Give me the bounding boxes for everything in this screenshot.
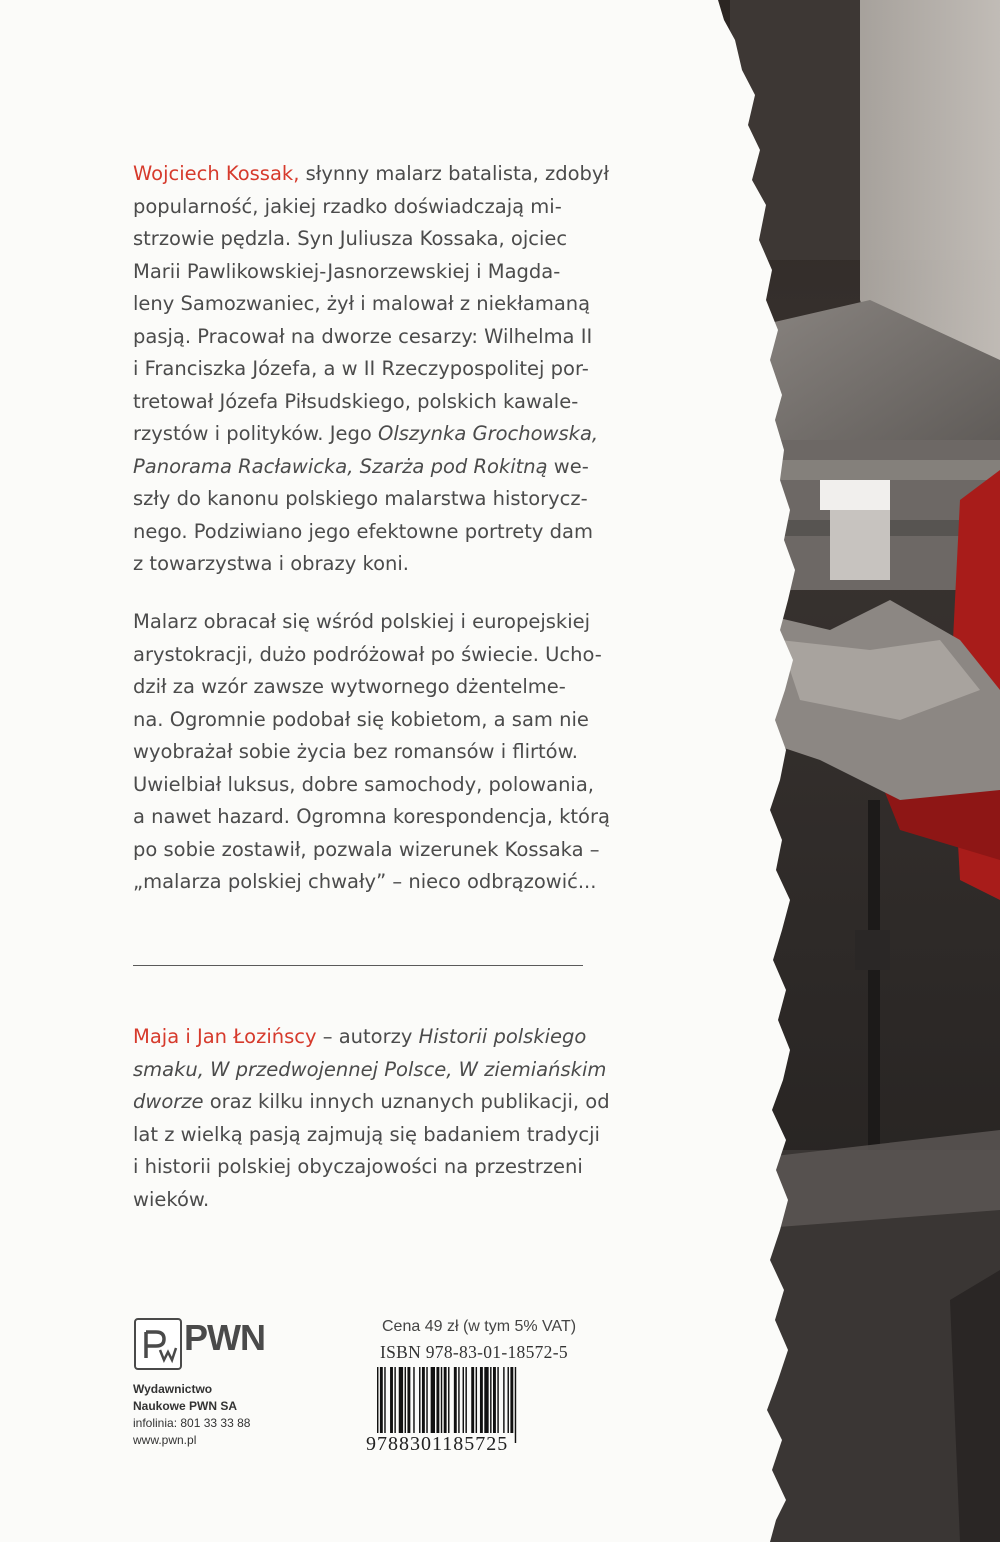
- text-line: [133, 736, 578, 768]
- text-span: Olszynka Grochowska,: [377, 422, 599, 445]
- text-span: po sobie zostawił, pozwala wizerunek Kossaka –: [133, 837, 600, 861]
- barcode-bar: [413, 1367, 414, 1433]
- barcode-bar: [476, 1367, 477, 1433]
- barcode-bar: [377, 1367, 378, 1443]
- text-span: lat z wielką pasją zajmują się badaniem tradycji: [133, 1122, 600, 1146]
- publisher-logo-text: PWN: [184, 1317, 265, 1358]
- text-span: dził za wzór zawsze wytwornego dżentelme-: [133, 675, 566, 698]
- barcode-bar: [407, 1367, 410, 1433]
- barcode-bar: [399, 1367, 403, 1433]
- barcode-bar: [436, 1367, 439, 1433]
- text-line: [133, 223, 567, 255]
- publisher-name-line2: Naukowe PWN SA: [133, 1399, 238, 1413]
- barcode-bar: [431, 1367, 435, 1433]
- text-span: arystokracji, dużo podróżował po świecie. Ucho-: [133, 642, 602, 666]
- text-span: we-: [547, 454, 589, 478]
- publisher-info: [133, 1381, 250, 1449]
- text-span: wieków.: [133, 1187, 210, 1211]
- barcode-digits: 9788301185725: [366, 1433, 509, 1455]
- text-span: wyobrażał sobie życia bez romansów i flirtów.: [133, 740, 578, 763]
- text-line: [133, 1086, 610, 1118]
- text-line: [133, 704, 589, 736]
- barcode-bar: [422, 1367, 425, 1433]
- text-line: [133, 1021, 586, 1053]
- barcode-bar: [490, 1367, 491, 1433]
- barcode-bar: [444, 1367, 447, 1433]
- text-line: [133, 834, 600, 866]
- text-span: i Franciszka Józefa, a w II Rzeczypospolitej por-: [133, 357, 589, 380]
- text-line: [133, 769, 594, 801]
- barcode-bar: [419, 1367, 420, 1433]
- text-line: [133, 321, 592, 353]
- text-span: dworze: [133, 1090, 204, 1113]
- barcode-bar: [405, 1367, 406, 1433]
- text-line: [133, 386, 578, 418]
- text-span: rzystów i polityków. Jego: [133, 422, 378, 445]
- barcode-bar: [510, 1367, 513, 1433]
- barcode-bar: [441, 1367, 442, 1433]
- text-line: [133, 1151, 583, 1183]
- highlighted-name: Wojciech Kossak,: [133, 162, 300, 185]
- text-span: popularność, jakiej rzadko doświadczają mi-: [133, 194, 562, 218]
- text-span: tretował Józefa Piłsudskiego, polskich kawale-: [133, 389, 579, 413]
- text-span: Malarz obracał się wśród polskiej i europejskiej: [133, 610, 591, 633]
- text-span: i historii polskiej obyczajowości na przestrzeni: [133, 1155, 583, 1178]
- text-span: – autorzy: [316, 1025, 419, 1048]
- barcode-bar: [484, 1367, 488, 1433]
- barcode-bar: [448, 1367, 449, 1443]
- text-line: [133, 1119, 600, 1151]
- publisher-website: www.pwn.pl: [133, 1433, 197, 1447]
- text-line: [133, 451, 589, 483]
- barcode-bar: [394, 1367, 395, 1433]
- highlighted-name: Maja i Jan Łozińscy: [133, 1025, 317, 1048]
- barcode-bar: [463, 1367, 464, 1433]
- text-line: [133, 671, 566, 703]
- publisher-name-line1: Wydawnictwo: [133, 1382, 213, 1396]
- barcode-bar: [493, 1367, 496, 1433]
- text-line: [133, 191, 562, 223]
- text-line: [133, 158, 609, 190]
- barcode-bar: [503, 1367, 504, 1433]
- text-line: [133, 1054, 606, 1086]
- text-span: Uwielbiał luksus, dobre samochody, polowania,: [133, 772, 594, 796]
- text-line: [133, 801, 610, 833]
- barcode-bar: [497, 1367, 498, 1433]
- text-line: [133, 288, 590, 320]
- text-line: [133, 353, 589, 385]
- barcode-bar: [390, 1367, 393, 1433]
- text-line: [133, 418, 598, 450]
- text-span: leny Samozwaniec, żył i malował z niekłamaną: [133, 292, 591, 315]
- text-line: [133, 516, 593, 548]
- text-line: [133, 548, 409, 580]
- text-span: pasją. Pracował na dworze cesarzy: Wilhelma II: [133, 324, 593, 348]
- barcode-bar: [465, 1367, 466, 1433]
- isbn-label: ISBN 978-83-01-18572-5: [380, 1342, 568, 1362]
- barcode-bar: [515, 1367, 516, 1443]
- text-span: szły do kanonu polskiego malarstwa historycz-: [133, 487, 588, 510]
- text-span: Marii Pawlikowskiej-Jasnorzewskiej i Magda-: [133, 259, 561, 283]
- text-span: strzowie pędzla. Syn Juliusza Kossaka, ojciec: [133, 227, 568, 250]
- barcode-bar: [426, 1367, 427, 1433]
- text-span: a nawet hazard. Ogromna korespondencja, którą: [133, 805, 610, 828]
- publisher-phone: infolinia: 801 33 33 88: [133, 1416, 251, 1430]
- text-line: [133, 606, 590, 638]
- text-span: z towarzystwa i obrazy koni.: [133, 552, 409, 575]
- text-span: oraz kilku innych uznanych publikacji, od: [203, 1090, 610, 1113]
- pwn-logo-icon: [134, 1318, 182, 1370]
- text-span: na. Ogromnie podobał się kobietom, a sam nie: [133, 707, 589, 731]
- barcode-bar: [480, 1367, 483, 1433]
- text-span: słynny malarz batalista, zdobył: [299, 162, 609, 185]
- barcode-bar: [508, 1367, 509, 1433]
- price-label: Cena 49 zł (w tym 5% VAT): [382, 1318, 577, 1335]
- text-span: „malarza polskiej chwały” – nieco odbrązowić...: [133, 870, 597, 893]
- text-span: Historii polskiego: [418, 1025, 587, 1048]
- text-span: Panorama Racławicka, Szarża pod Rokitną: [133, 454, 548, 478]
- text-line: [133, 483, 588, 515]
- text-line: [133, 866, 596, 898]
- text-span: smaku, W przedwojennej Polsce, W ziemiańskim: [133, 1057, 607, 1081]
- barcode-bar: [454, 1367, 457, 1443]
- barcode-bar: [380, 1367, 383, 1443]
- text-line: [133, 639, 602, 671]
- barcode-bar: [458, 1367, 459, 1433]
- text-line: [133, 1184, 209, 1216]
- text-line: [133, 256, 560, 288]
- text-span: nego. Podziwiano jego efektowne portrety dam: [133, 519, 593, 543]
- barcode-bar: [384, 1367, 385, 1433]
- barcode-bar: [471, 1367, 474, 1433]
- divider-line: [133, 965, 583, 966]
